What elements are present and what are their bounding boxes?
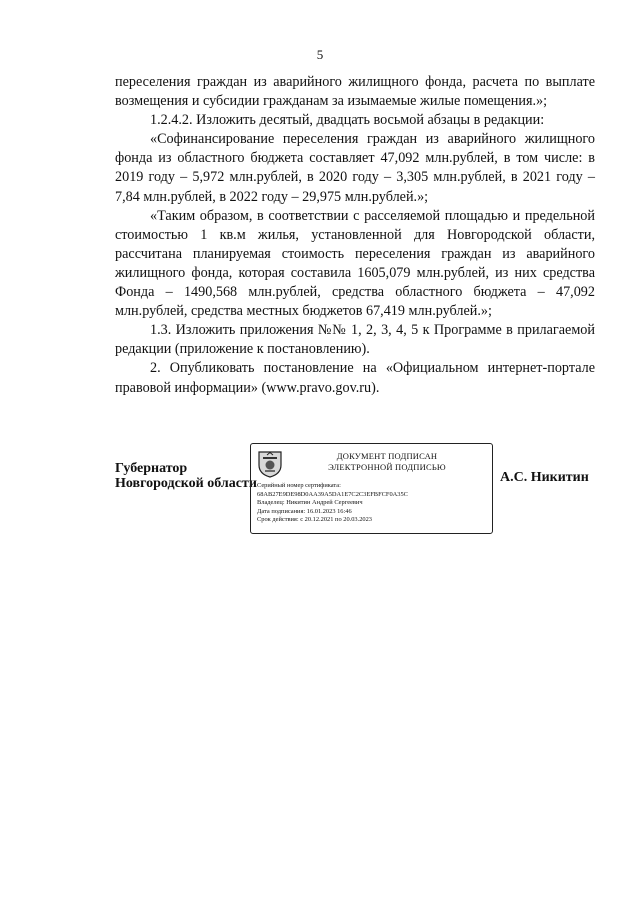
paragraph: «Софинансирование переселения граждан из аварийного жилищного фонда из областного бюджета составляет 47,092 млн.рублей, в том числе: в 2019 году – 5,972 млн.рублей, в 2020 году – 3,305 млн.рублей, в 2021 году – 7,84 млн.рублей, в 2022 году – 29,975 млн.рублей.»; (115, 131, 595, 205)
cert-number: 68AB27E9DE98D0AA39A5DA1E7C2C3EFBFCF0A35C (257, 490, 408, 498)
coat-of-arms-icon (257, 450, 283, 478)
position-line: Новгородской области (115, 476, 257, 491)
paragraph: «Таким образом, в соответствии с расселяемой площадью и предельной стоимостью 1 кв.м жилья, установленной для Новгородской области, рассчитана планируемая стоимость переселения граждан из аварийного жилищного фонда, которая составила 1605,079 млн.рублей, из них средства Фонда – 1490,568 млн.рублей, средства областного бюджета – 47,092 млн.рублей, средства местных бюджетов 67,419 млн.рублей.»; (115, 207, 595, 320)
paragraph: 1.2.4.2. Изложить десятый, двадцать восьмой абзацы в редакции: (150, 112, 545, 129)
stamp-details (257, 482, 489, 525)
cert-label: Серийный номер сертификата: (257, 482, 341, 489)
electronic-signature-stamp (250, 443, 493, 534)
stamp-title-line: ЭЛЕКТРОННОЙ ПОДПИСЬЮ (328, 461, 446, 472)
stamp-title-line: ДОКУМЕНТ ПОДПИСАН (336, 451, 438, 461)
signatory-name: А.С. Никитин (500, 470, 589, 485)
position-line: Губернатор (115, 461, 188, 476)
paragraph: 2. Опубликовать постановление на «Официальном интернет-портале правовой информации» (www.pravo.gov.ru). (115, 360, 595, 396)
stamp-title (287, 451, 487, 472)
document-body (115, 73, 595, 398)
cert-owner: Владелец: Никитин Андрей Сергеевич (257, 499, 363, 507)
signatory-position (115, 461, 257, 491)
sign-date: Дата подписания: 16.01.2023 16:46 (257, 507, 352, 515)
cert-validity: Срок действия: с 20.12.2021 по 20.03.2023 (257, 516, 373, 524)
paragraph: 1.3. Изложить приложения №№ 1, 2, 3, 4, 5 к Программе в прилагаемой редакции (приложение к постановлению). (115, 322, 595, 358)
paragraph: переселения граждан из аварийного жилищного фонда, расчета по выплате возмещения и субсидии гражданам за изымаемые жилые помещения.»; (115, 74, 595, 110)
page-number: 5 (316, 47, 324, 62)
